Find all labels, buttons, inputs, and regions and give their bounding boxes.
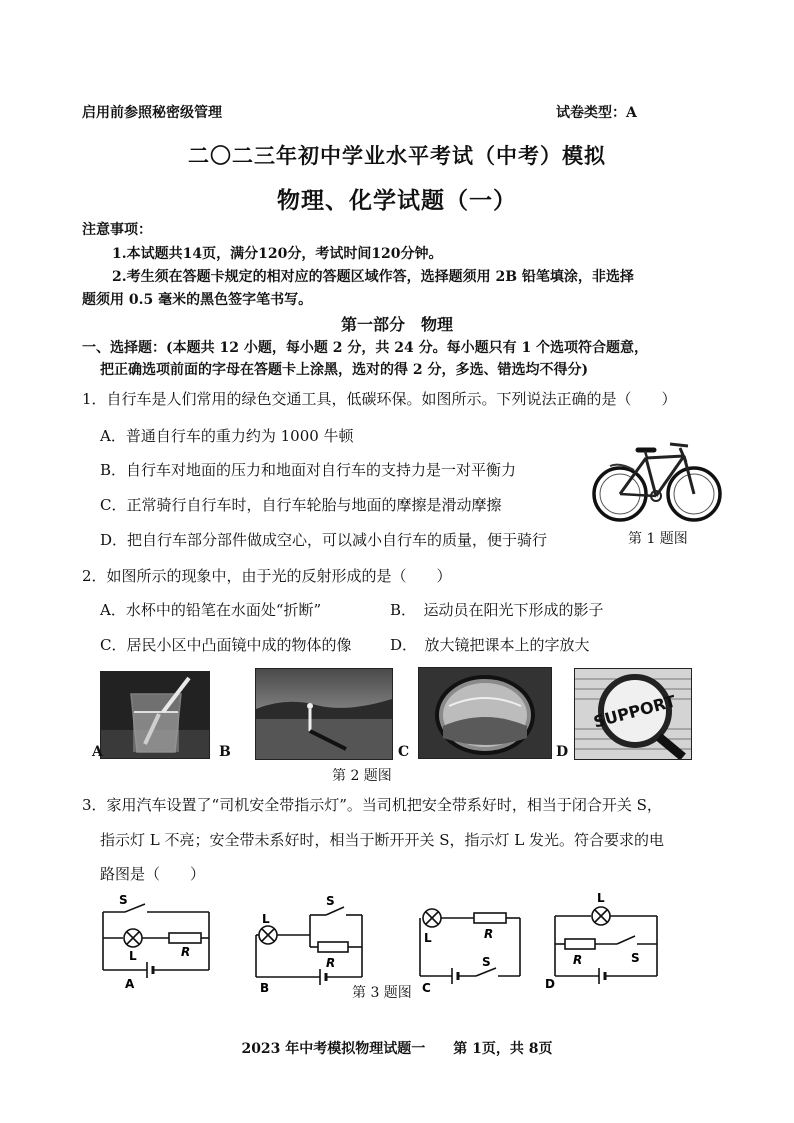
circuit-c [412,900,532,995]
circuit-c-lamp-label: L [424,931,432,945]
circuit-d-resistor-label: R [573,953,583,967]
confidential-label: 启用前参照秘密级管理 [82,105,222,121]
bicycle-figure [590,436,725,526]
q1-stem: 1．自行车是人们常用的绿色交通工具，低碳环保。如图所示。下列说法正确的是（ ） [82,390,677,408]
circuit-d-label: D [545,977,555,990]
q2-option-d: D． 放大镜把课本上的字放大 [390,636,590,654]
notice-item-2: 2.考生须在答题卡规定的相对应的答题区域作答，选择题须用 2B 铅笔填涂，非选择 [112,269,634,285]
circuit-b-resistor-label: R [326,956,336,970]
photo-convex-mirror [418,667,552,759]
section1-instructions: 一、选择题：(本题共 12 小题，每小题 2 分，共 24 分。每小题只有 1 个选项符合题意， [82,340,649,356]
q2-label-b: B [219,744,231,760]
photo-magnifier [574,668,692,760]
exam-title: 二〇二三年初中学业水平考试（中考）模拟 [188,143,606,168]
q3-stem-line2: 指示灯 L 不亮；安全带未系好时，相当于断开开关 S，指示灯 L 发光。符合要求的电 [100,831,665,849]
photo-athlete-shadow [255,668,393,760]
circuit-c-label: C [422,981,431,995]
q2-stem: 2．如图所示的现象中，由于光的反射形成的是（ ） [82,567,452,585]
circuit-d-lamp-label: L [597,891,605,905]
q3-figure-caption: 第 3 题图 [352,985,412,1001]
notice-item-1: 1.本试题共14页，满分120分，考试时间120分钟。 [112,246,443,262]
circuit-a-switch-label: S [119,893,128,907]
q2-figure-caption: 第 2 题图 [332,768,392,784]
q1-option-b: B．自行车对地面的压力和地面对自行车的支持力是一对平衡力 [100,461,517,479]
circuit-c-switch-label: S [482,955,491,969]
q1-figure-caption: 第 1 题图 [628,531,688,547]
circuit-b-label: B [260,981,270,995]
q2-option-c: C．居民小区中凸面镜中成的物体的像 [100,636,352,654]
support-word: SUPPORT [591,691,678,732]
q2-option-b: B． 运动员在阳光下形成的影子 [390,601,604,619]
q2-label-c: C [398,744,410,760]
part-title: 第一部分 物理 [340,315,453,334]
q1-option-c: C．正常骑行自行车时，自行车轮胎与地面的摩擦是滑动摩擦 [100,496,502,514]
q1-option-a: A．普通自行车的重力约为 1000 牛顿 [100,427,354,445]
circuit-d [545,890,670,990]
circuit-b-lamp-label: L [262,912,270,926]
circuit-b-switch-label: S [326,895,335,908]
q2-option-a: A．水杯中的铅笔在水面处“折断” [100,601,322,619]
circuit-d-switch-label: S [631,951,640,965]
circuit-b [250,895,375,995]
paper-type-label: 试卷类型：A [556,105,637,121]
circuit-c-resistor-label: R [484,927,494,941]
q2-label-d: D [556,744,569,760]
photo-pencil-in-water [100,671,210,759]
notice-item-2-cont: 题须用 0.5 毫米的黑色签字笔书写。 [82,292,313,308]
circuit-a-label: A [125,977,135,990]
q3-stem-line1: 3．家用汽车设置了“司机安全带指示灯”。当司机把安全带系好时，相当于闭合开关 S， [82,796,662,814]
section1-instructions-cont: 把正确选项前面的字母在答题卡上涂黑，选对的得 2 分，多选、错选均不得分) [100,362,589,378]
circuit-a-resistor-label: R [181,945,191,959]
subject-title: 物理、化学试题（一） [277,187,517,214]
circuit-a [95,890,220,990]
page-footer: 2023 年中考模拟物理试题一 第 1页，共 8页 [241,1041,553,1057]
q2-label-a: A [92,744,103,760]
notice-heading: 注意事项： [82,222,152,238]
q3-stem-line3: 路图是（ ） [100,865,206,883]
q1-option-d: D．把自行车部分部件做成空心，可以减小自行车的质量，便于骑行 [100,531,548,549]
circuit-a-lamp-label: L [129,949,137,963]
